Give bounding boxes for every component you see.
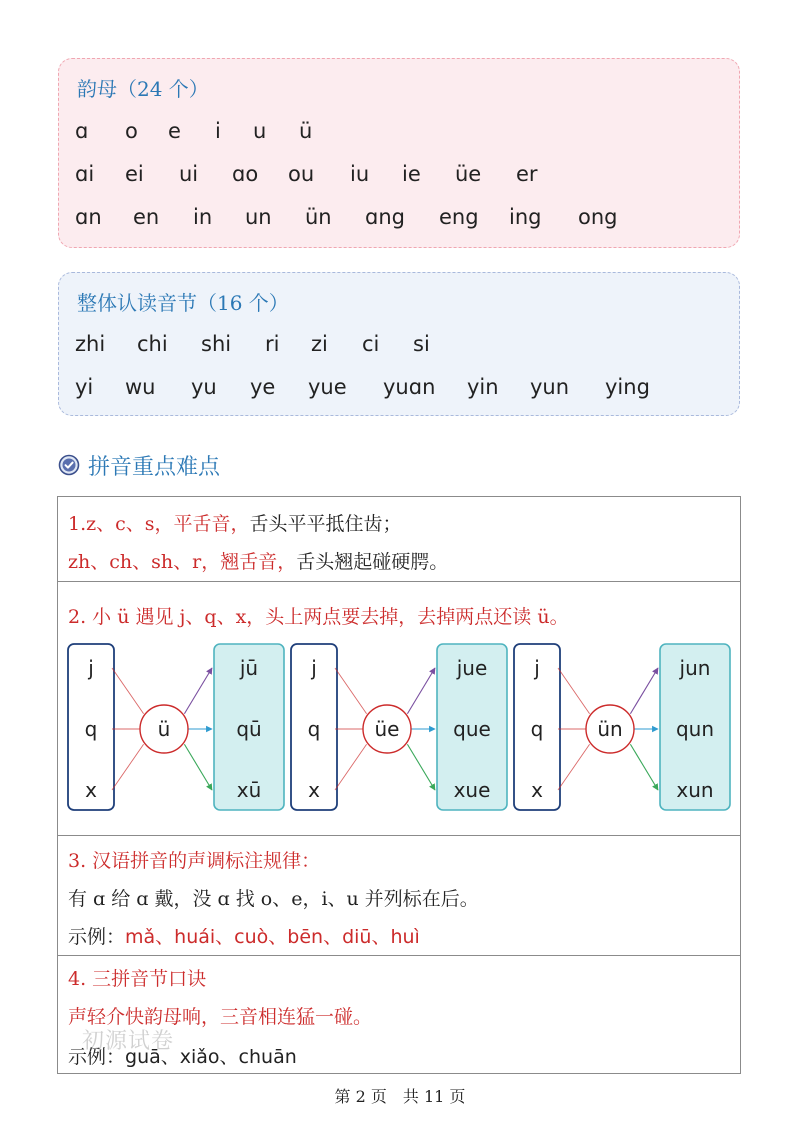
syllable-item: zhi: [75, 332, 106, 356]
syllable-item: chi: [137, 332, 168, 356]
finals-item: ɑi: [75, 162, 95, 186]
arrow-line: [630, 744, 658, 790]
syllable-item: shi: [201, 332, 232, 356]
finals-item: ɑn: [75, 205, 102, 229]
jqx-group: [291, 644, 507, 810]
connector-line: [558, 668, 590, 714]
finals-item: ɑo: [232, 162, 259, 186]
point-2-title: 2. 小 ü 遇见 j、q、x，头上两点要去掉，去掉两点还读 ü。: [68, 606, 569, 628]
point-4-cell: [58, 956, 740, 1075]
finals-item: in: [193, 205, 213, 229]
finals-item: er: [516, 162, 538, 186]
key-points-table: [57, 496, 741, 1074]
initial-label: x: [531, 778, 543, 802]
point-3-example-text: mǎ、huái、cuò、bēn、diū、huì: [125, 926, 420, 948]
result-label: jun: [679, 656, 711, 680]
finals-item: ei: [125, 162, 144, 186]
finals-item: un: [245, 205, 272, 229]
finals-item: iu: [350, 162, 370, 186]
point-1-cell: [58, 497, 740, 582]
initial-label: q: [307, 717, 321, 741]
syllable-item: yu: [191, 375, 217, 399]
jqx-diagram: [58, 642, 740, 822]
arrow-line: [630, 668, 658, 714]
finals-item: u: [253, 119, 267, 143]
point-3-cell: [58, 836, 740, 956]
final-label: ü: [157, 717, 171, 741]
syllable-item: yuɑn: [383, 375, 436, 399]
finals-item: eng: [439, 205, 479, 229]
finals-item: e: [168, 119, 181, 143]
finals-item: ou: [288, 162, 315, 186]
syllable-item: yin: [467, 375, 499, 399]
point-1-line-2-dark: 舌头翘起碰硬腭。: [296, 551, 449, 573]
point-3-title: 3. 汉语拼音的声调标注规律：: [68, 850, 321, 872]
result-label: xun: [676, 778, 714, 802]
syllable-item: wu: [125, 375, 156, 399]
initial-label: j: [311, 656, 317, 680]
syllable-item: yi: [75, 375, 94, 399]
watermark: 初源试卷: [82, 1029, 175, 1054]
syllable-item: ye: [250, 375, 276, 399]
connector-line: [335, 668, 367, 714]
finals-box: [58, 58, 740, 248]
syllable-item: ci: [362, 332, 380, 356]
point-4-title: 4. 三拼音节口诀: [68, 968, 207, 990]
final-label: ün: [597, 717, 623, 741]
page-footer: 第 2 页 共 11 页: [334, 1087, 466, 1106]
section-heading: [58, 448, 220, 482]
finals-item: ui: [179, 162, 199, 186]
jqx-group: [68, 644, 284, 810]
connector-line: [112, 744, 144, 790]
finals-item: ɑng: [365, 205, 405, 229]
point-1-line-2: [68, 547, 448, 574]
initial-label: j: [88, 656, 94, 680]
syllable-item: ying: [605, 375, 650, 399]
syllable-item: zi: [311, 332, 328, 356]
finals-title: 韵母（24 个）: [77, 77, 209, 101]
point-4-rhyme: 声轻介快韵母响，三音相连猛一碰。: [68, 1006, 373, 1028]
point-3-example: [68, 922, 420, 949]
result-label: que: [453, 717, 491, 741]
arrow-line: [184, 744, 212, 790]
jqx-group: [514, 644, 730, 810]
connector-line: [558, 744, 590, 790]
point-4-example-label: 示例：: [68, 1046, 126, 1068]
result-label: jū: [239, 656, 259, 680]
connector-line: [112, 668, 144, 714]
initial-label: x: [308, 778, 320, 802]
whole-syllables-title: 整体认读音节（16 个）: [77, 291, 289, 315]
point-1-line-1: [68, 509, 402, 536]
whole-syllables-box: [58, 272, 740, 416]
result-label: xū: [236, 778, 262, 802]
point-1-line-1-dark: 舌头平平抵住齿；: [249, 513, 402, 535]
finals-item: ɑ: [75, 119, 89, 143]
syllable-item: ri: [265, 332, 280, 356]
finals-item: ing: [509, 205, 542, 229]
finals-item: üe: [455, 162, 482, 186]
connector-line: [335, 744, 367, 790]
syllable-item: yue: [308, 375, 347, 399]
finals-item: i: [215, 119, 221, 143]
arrow-line: [184, 668, 212, 714]
section-title: 拼音重点难点: [88, 454, 221, 480]
syllable-item: yun: [530, 375, 570, 399]
initial-label: j: [534, 656, 540, 680]
final-label: üe: [374, 717, 400, 741]
finals-item: ong: [578, 205, 618, 229]
finals-item: ie: [402, 162, 421, 186]
arrow-line: [407, 668, 435, 714]
result-label: jue: [456, 656, 488, 680]
point-4-example-text: guā、xiǎo、chuān: [125, 1046, 297, 1068]
point-1-line-2-red: zh、ch、sh、r，翘舌音，: [68, 551, 297, 573]
result-label: xue: [453, 778, 491, 802]
initial-label: q: [530, 717, 544, 741]
initial-label: x: [85, 778, 97, 802]
point-3-rule: 有 ɑ 给 ɑ 戴，没 ɑ 找 o、e，i、u 并列标在后。: [68, 888, 479, 910]
initial-label: q: [84, 717, 98, 741]
result-label: qun: [675, 717, 715, 741]
point-3-example-label: 示例：: [68, 926, 126, 948]
point-2-cell: [58, 582, 740, 836]
finals-item: en: [133, 205, 160, 229]
finals-item: o: [125, 119, 138, 143]
point-1-line-1-red: 1.z、c、s，平舌音，: [68, 513, 250, 535]
finals-item: ün: [305, 205, 332, 229]
syllable-item: si: [413, 332, 430, 356]
finals-item: ü: [299, 119, 313, 143]
check-badge-icon: [58, 454, 80, 476]
result-label: qū: [236, 717, 262, 741]
arrow-line: [407, 744, 435, 790]
